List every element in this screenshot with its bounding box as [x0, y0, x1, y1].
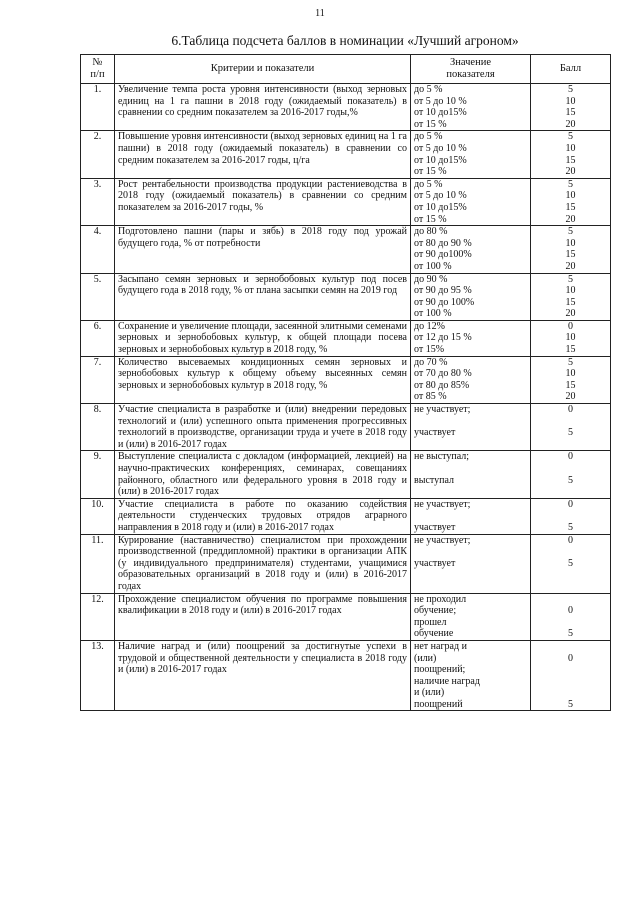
value-line: до 90 % — [414, 273, 448, 285]
points-line: 10 — [565, 332, 576, 344]
value-line: участвует — [414, 557, 456, 569]
table-row — [81, 498, 611, 534]
table-row — [81, 404, 611, 451]
table-row — [81, 273, 611, 320]
points-cell — [531, 178, 611, 225]
value-line: участвует — [414, 521, 456, 533]
value-line: от 85 % — [414, 391, 447, 403]
value-line: не участвует; — [414, 534, 471, 546]
value-cell — [411, 131, 531, 178]
points-line: 15 — [565, 249, 576, 261]
value-line: прошел — [414, 616, 447, 628]
value-cell — [411, 498, 531, 534]
points-line — [534, 676, 607, 688]
points-line: 5 — [568, 698, 573, 710]
points-line: 0 — [568, 451, 573, 463]
points-cell — [531, 404, 611, 451]
table-row — [81, 640, 611, 711]
points-line: 10 — [565, 190, 576, 202]
value-cell — [411, 356, 531, 403]
table-row — [81, 320, 611, 356]
value-line: от 90 до100% — [414, 249, 472, 261]
row-number: 2. — [81, 131, 115, 178]
table-title: 6.Таблица подсчета баллов в номинации «Лучший агроном» — [171, 33, 519, 48]
row-number: 13. — [81, 640, 115, 711]
row-number: 4. — [81, 226, 115, 273]
row-number: 11. — [81, 534, 115, 593]
table-row — [81, 534, 611, 593]
points-line — [534, 546, 607, 558]
criteria-cell: Рост рентабельности производства продукции растениеводства в 2018 году (ожидаемый показатель) в сравнении со средним показателем за 2016-2017 годы, % — [115, 178, 411, 225]
value-line: (или) — [414, 652, 437, 664]
value-line — [414, 463, 527, 475]
points-line — [534, 641, 607, 653]
points-cell — [531, 640, 611, 711]
points-line: 15 — [565, 107, 576, 119]
points-line: 5 — [568, 178, 573, 190]
table-body — [81, 84, 611, 711]
value-cell — [411, 178, 531, 225]
points-line — [534, 687, 607, 699]
points-line: 0 — [568, 534, 573, 546]
value-line: выступал — [414, 474, 454, 486]
table-row — [81, 356, 611, 403]
value-line: до 80 % — [414, 226, 448, 238]
points-line — [534, 416, 607, 428]
row-number: 8. — [81, 404, 115, 451]
value-line: от 15 % — [414, 166, 447, 178]
value-line: от 100 % — [414, 308, 452, 320]
criteria-cell: Курирование (наставничество) специалистом при прохождении производственной (преддипломной) практики в организации АПК (у индивидуального предпринимателя) студентами, учащимися образовательных организаций в 2018 году и (или) в 2016-2017 годах — [115, 534, 411, 593]
value-line: участвует — [414, 427, 456, 439]
value-line: от 10 до15% — [414, 201, 467, 213]
criteria-cell: Выступление специалиста с докладом (информацией, лекцией) на научно-практических конференциях, семинарах, совещаниях районного, областного или федерального уровня в 2018 году и (или) в 2016-2017 годах — [115, 451, 411, 498]
value-line: от 5 до 10 % — [414, 142, 467, 154]
row-number: 9. — [81, 451, 115, 498]
page-number: 11 — [315, 8, 325, 19]
value-line: от 90 до 100% — [414, 296, 475, 308]
points-line: 5 — [568, 356, 573, 368]
criteria-cell: Сохранение и увеличение площади, засеянной элитными семенами зерновых и зернобобовых культур, к общей площади посева зерновых и зернобобовых культур в 2018 году, % — [115, 320, 411, 356]
value-line: от 5 до 10 % — [414, 95, 467, 107]
value-cell — [411, 84, 531, 131]
table-row — [81, 131, 611, 178]
table-row — [81, 178, 611, 225]
value-line: не проходил — [414, 593, 467, 605]
points-cell — [531, 273, 611, 320]
value-cell — [411, 451, 531, 498]
points-cell — [531, 534, 611, 593]
value-line: обучение — [414, 628, 454, 640]
criteria-cell: Участие специалиста в работе по оказанию содействия деятельности студенческих трудовых отрядов аграрного направления в 2018 году и (или) в 2016-2017 годах — [115, 498, 411, 534]
points-cell — [531, 593, 611, 640]
scoring-table — [80, 54, 611, 711]
value-line — [414, 416, 527, 428]
points-line: 0 — [568, 498, 573, 510]
value-line: не участвует; — [414, 498, 471, 510]
value-line: обучение; — [414, 605, 457, 617]
points-line: 5 — [568, 273, 573, 285]
points-line: 5 — [568, 131, 573, 143]
value-cell — [411, 640, 531, 711]
value-cell — [411, 320, 531, 356]
row-number: 5. — [81, 273, 115, 320]
row-number: 7. — [81, 356, 115, 403]
table-row — [81, 451, 611, 498]
criteria-cell: Повышение уровня интенсивности (выход зерновых единиц на 1 га пашни) в 2018 году (ожидаемый показатель) в сравнении со средним показателем за 2016-2017 годы, ц/га — [115, 131, 411, 178]
points-line: 15 — [565, 201, 576, 213]
points-line: 5 — [568, 226, 573, 238]
value-line: поощрений — [414, 698, 463, 710]
value-line: до 70 % — [414, 356, 448, 368]
points-line — [534, 617, 607, 629]
points-line: 5 — [568, 557, 573, 569]
points-cell — [531, 131, 611, 178]
criteria-cell: Участие специалиста в разработке и (или) внедрении передовых технологий и (или) успешного опыта применения прогрессивных технологий в производстве, организации труда и учете в 2018 году и (или) в 2016-2017 годах — [115, 404, 411, 451]
table-row — [81, 593, 611, 640]
points-line: 0 — [568, 605, 573, 617]
value-line: поощрений; — [414, 664, 466, 676]
table-row — [81, 226, 611, 273]
value-line: от 80 до 85% — [414, 379, 470, 391]
points-cell — [531, 320, 611, 356]
points-line — [534, 463, 607, 475]
points-cell — [531, 451, 611, 498]
criteria-cell: Подготовлено пашни (пары и зябь) в 2018 году под урожай будущего года, % от потребности — [115, 226, 411, 273]
value-line: не участвует; — [414, 404, 471, 416]
row-number: 1. — [81, 84, 115, 131]
value-line: до 5 % — [414, 178, 443, 190]
criteria-cell: Увеличение темпа роста уровня интенсивности (выход зерновых единиц на 1 га пашни в 2018 году (ожидаемый показатель) в сравнении со средним показателем за 2016-2017 годы,% — [115, 84, 411, 131]
points-line: 15 — [565, 344, 576, 356]
criteria-cell: Наличие наград и (или) поощрений за достигнутые успехи в трудовой и общественной деятельности у специалиста в 2018 году и (или) в 2016-2017 годах — [115, 640, 411, 711]
points-line: 5 — [568, 628, 573, 640]
points-line: 15 — [565, 379, 576, 391]
points-cell — [531, 226, 611, 273]
points-line: 10 — [565, 237, 576, 249]
table-row — [81, 84, 611, 131]
points-line: 0 — [568, 320, 573, 332]
criteria-cell: Количество высеваемых кондиционных семян зерновых и зернобобовых культур к общему объему высеянных семян зерновых и зернобобовых культур в 2018 году, % — [115, 356, 411, 403]
points-line: 20 — [565, 166, 576, 178]
header-points: Балл — [531, 55, 611, 84]
value-line: и (или) — [414, 687, 445, 699]
points-line: 20 — [565, 118, 576, 130]
row-number: 3. — [81, 178, 115, 225]
row-number: 12. — [81, 593, 115, 640]
value-line: от 5 до 10 % — [414, 190, 467, 202]
criteria-cell: Прохождение специалистом обучения по программе повышения квалификации в 2018 году и (или) в 2016-2017 годах — [115, 593, 411, 640]
points-line: 15 — [565, 154, 576, 166]
header-value: Значение показателя — [411, 55, 531, 84]
points-line: 20 — [565, 213, 576, 225]
points-line: 5 — [568, 84, 573, 95]
value-line: от 10 до15% — [414, 107, 467, 119]
points-line: 0 — [568, 652, 573, 664]
points-line: 5 — [568, 474, 573, 486]
table-header-row — [81, 55, 611, 84]
value-line: от 12 до 15 % — [414, 332, 472, 344]
value-cell — [411, 593, 531, 640]
value-cell — [411, 273, 531, 320]
value-cell — [411, 226, 531, 273]
points-line: 0 — [568, 404, 573, 416]
points-line: 15 — [565, 296, 576, 308]
value-line: от 100 % — [414, 260, 452, 272]
value-line: от 70 до 80 % — [414, 368, 472, 380]
points-cell — [531, 498, 611, 534]
points-line — [534, 664, 607, 676]
header-criteria: Критерии и показатели — [115, 55, 411, 84]
points-cell — [531, 356, 611, 403]
value-line: нет наград и — [414, 640, 467, 652]
value-line: от 15 % — [414, 118, 447, 130]
value-line: наличие наград — [414, 675, 480, 687]
points-line: 20 — [565, 391, 576, 403]
value-line: от 15% — [414, 344, 445, 356]
header-num: № п/п — [81, 55, 115, 84]
points-line: 10 — [565, 142, 576, 154]
points-line: 10 — [565, 368, 576, 380]
value-line: до 12% — [414, 320, 445, 332]
points-line: 5 — [568, 427, 573, 439]
points-line: 20 — [565, 260, 576, 272]
value-cell — [411, 534, 531, 593]
value-line: до 5 % — [414, 131, 443, 143]
points-line — [534, 594, 607, 606]
points-line — [534, 510, 607, 522]
points-line: 10 — [565, 95, 576, 107]
row-number: 6. — [81, 320, 115, 356]
value-cell — [411, 404, 531, 451]
points-line: 5 — [568, 521, 573, 533]
points-line: 10 — [565, 285, 576, 297]
value-line: от 10 до15% — [414, 154, 467, 166]
value-line: до 5 % — [414, 84, 443, 95]
value-line: от 80 до 90 % — [414, 237, 472, 249]
value-line — [414, 546, 527, 558]
value-line: от 15 % — [414, 213, 447, 225]
value-line: не выступал; — [414, 451, 470, 463]
criteria-cell: Засыпано семян зерновых и зернобобовых культур под посев будущего года в 2018 году, % от плана засыпки семян на 2019 год — [115, 273, 411, 320]
row-number: 10. — [81, 498, 115, 534]
points-cell — [531, 84, 611, 131]
points-line: 20 — [565, 308, 576, 320]
value-line — [414, 510, 527, 522]
value-line: от 90 до 95 % — [414, 285, 472, 297]
